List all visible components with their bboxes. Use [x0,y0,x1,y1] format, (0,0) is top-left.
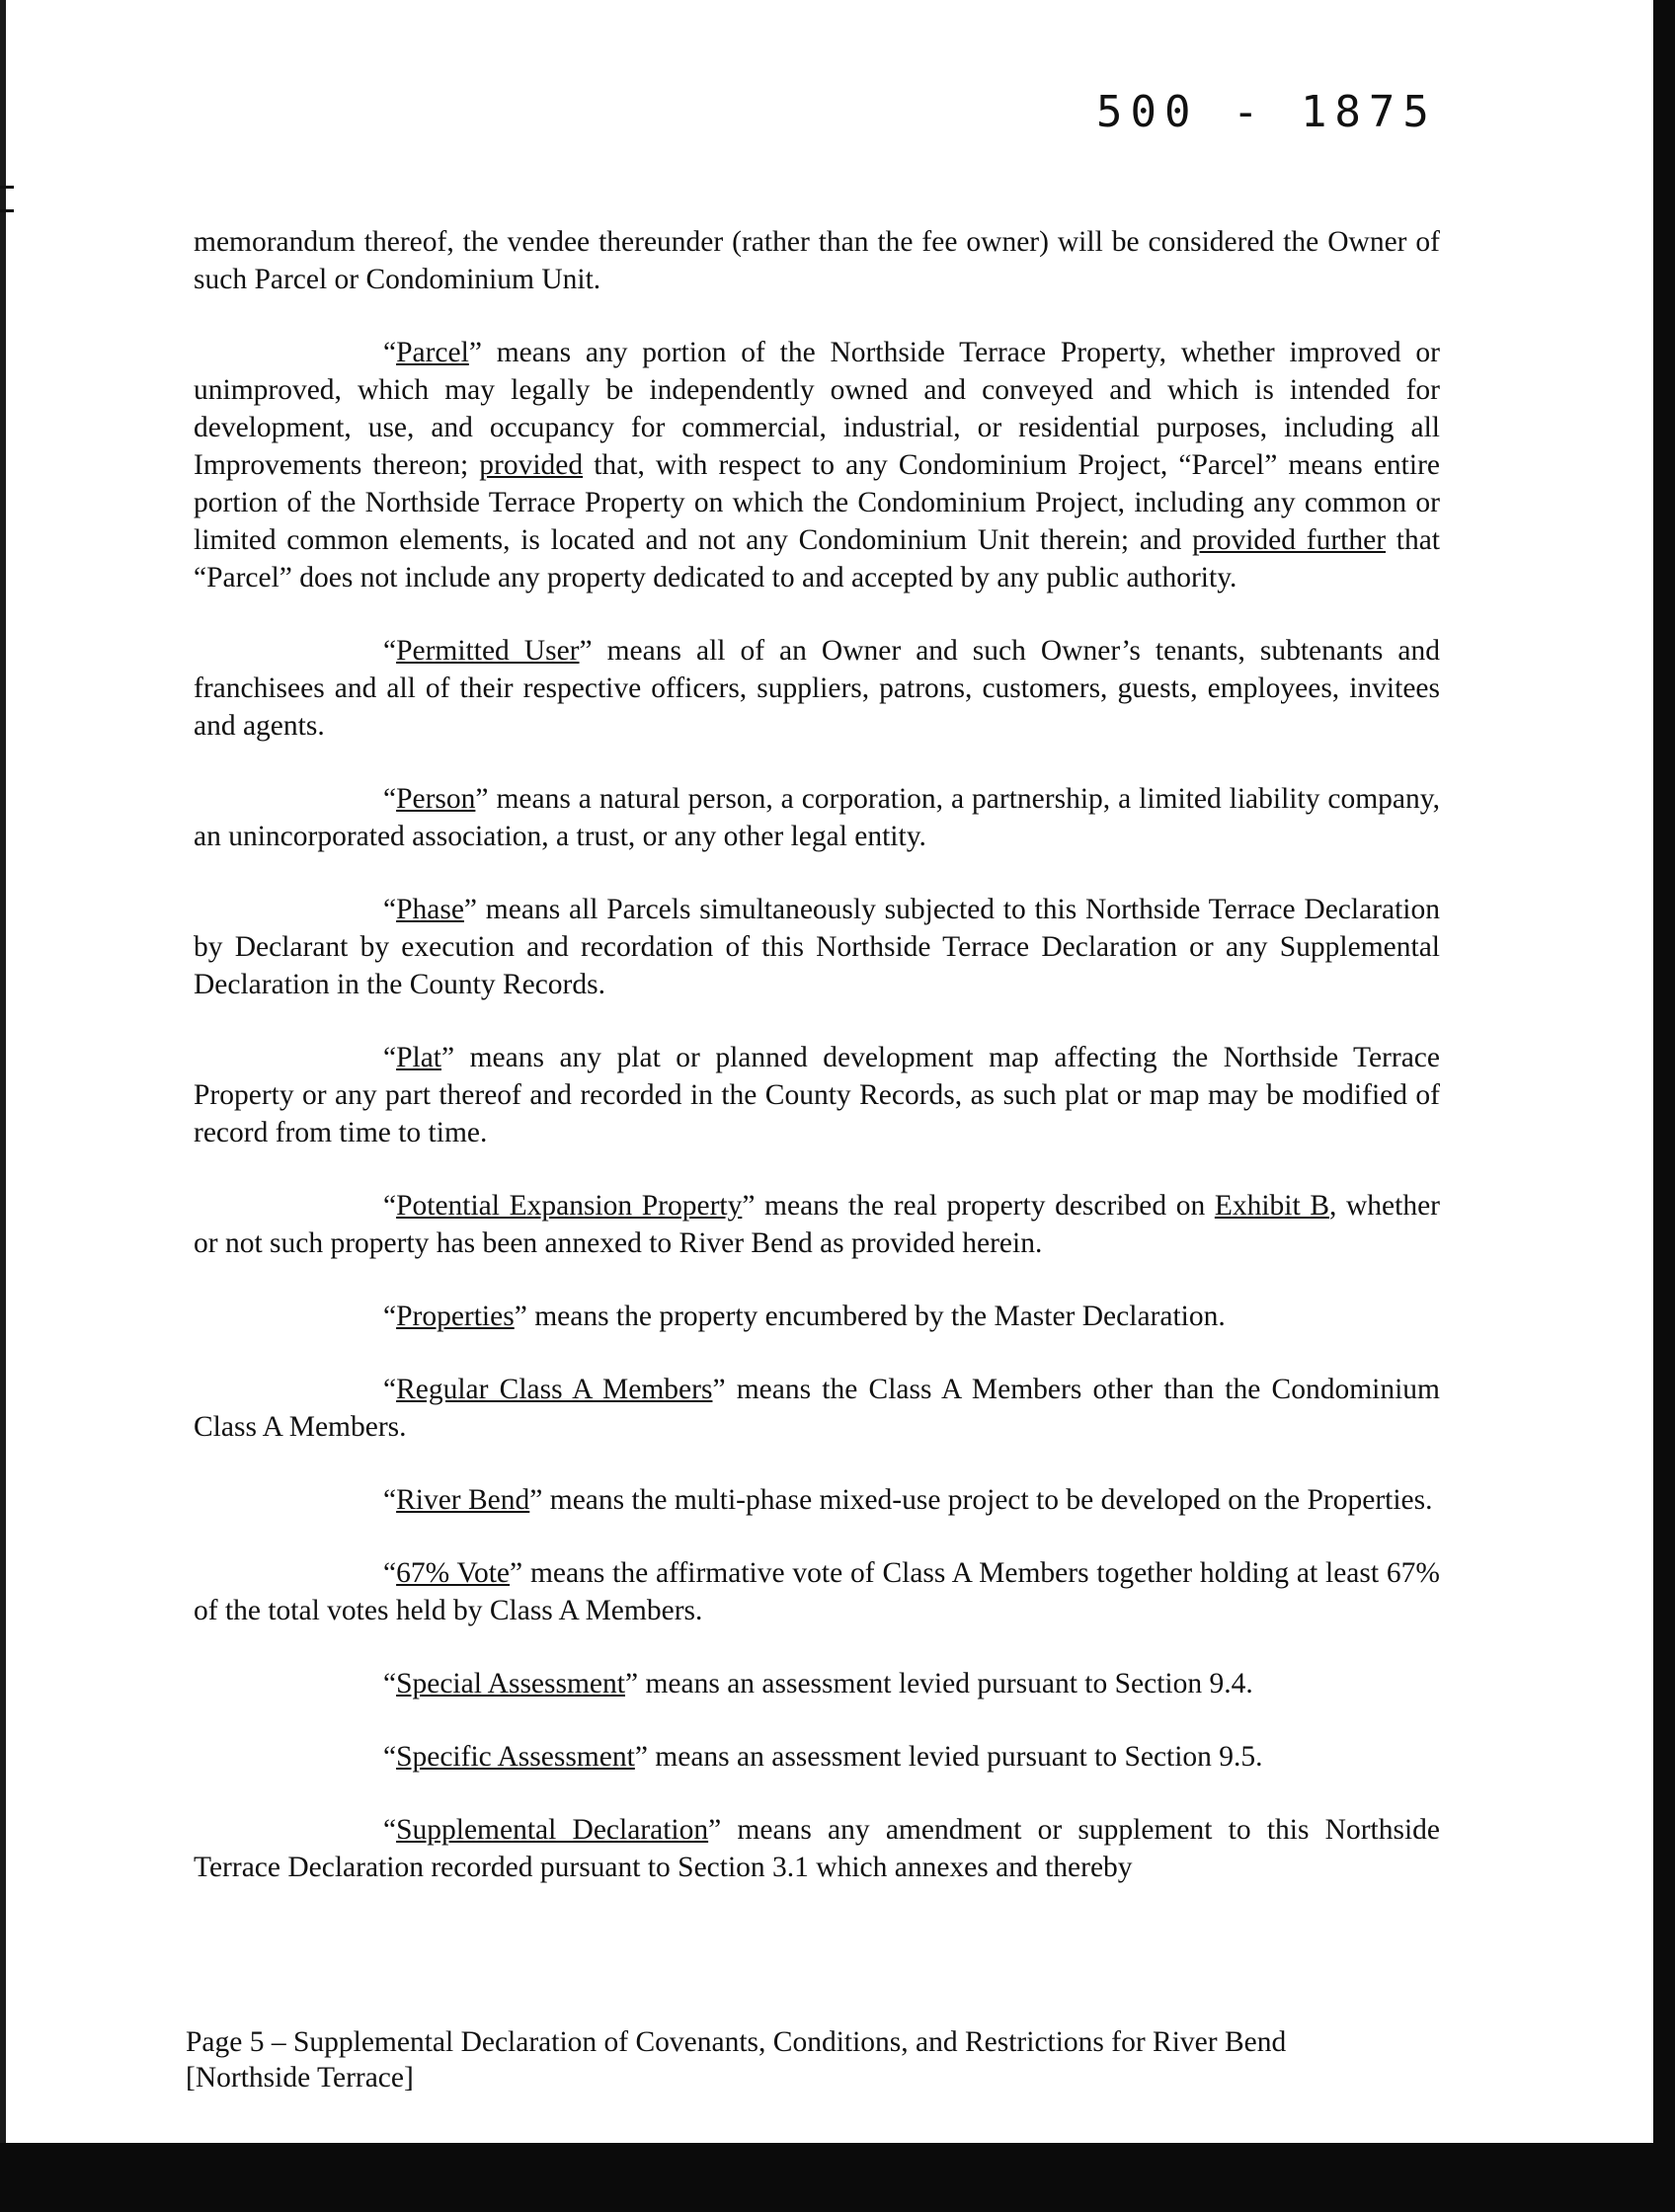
definition-text: means any plat or planned development map affecting the Northside Terrace Property or any part thereof and recorded in the County Records, as such plat or map may be modified of record from time to time. [194,1042,1440,1148]
quote-close: ” [441,1042,455,1073]
definition-text: means any amendment or supplement to this Northside Terrace Declaration recorded pursuant to Section 3.1 which annexes and thereby [194,1814,1440,1883]
definition-text: that, with respect to any Condominium Project, “Parcel” means entire portion of the Northside Terrace Property on which the Condominium Project, including any common or limited common elements, is located and not any Condominium Unit therein; and [194,449,1440,556]
quote-open: “ [383,1374,397,1405]
quote-close: ” [475,783,489,815]
defined-term: Properties [396,1301,515,1332]
scan-edge-left [0,0,6,2212]
document-body [194,223,1440,1922]
quote-close: ” [579,635,593,667]
defined-term: Special Assessment [396,1668,625,1699]
definition-permitted-user [194,632,1440,745]
exhibit-reference: Exhibit B [1214,1190,1329,1222]
quote-open: “ [383,1301,397,1332]
quote-open: “ [383,1190,397,1222]
quote-open: “ [383,1557,397,1589]
quote-open: “ [383,1741,397,1773]
quote-close: ” [712,1374,726,1405]
quote-close: ” [624,1668,639,1699]
definition-properties [194,1298,1440,1335]
quote-close: ” [463,894,478,925]
quote-close: ” [510,1557,523,1589]
quote-open: “ [383,1668,397,1699]
definition-text: means an assessment levied pursuant to Section 9.4. [638,1668,1253,1699]
quote-open: “ [383,337,397,368]
scan-mark [0,209,14,212]
definition-text: that “Parcel” does not include any property dedicated to and accepted by any public authority. [194,524,1440,593]
quote-close: ” [708,1814,722,1846]
footer-subtitle: [Northside Terrace] [186,2062,414,2094]
scan-edge-right [1653,0,1675,2212]
definition-river-bend [194,1481,1440,1519]
definition-text: means the affirmative vote of Class A Members together holding at least 67% of the total votes held by Class A Members. [194,1557,1440,1626]
defined-term: Plat [396,1042,441,1073]
defined-term: Supplemental Declaration [396,1814,709,1846]
definition-plat [194,1039,1440,1151]
page-number: 500 - 1875 [1096,87,1437,137]
quote-open: “ [383,894,397,925]
definition-supplemental-declaration [194,1811,1440,1886]
definition-67-vote [194,1554,1440,1629]
definition-specific-assessment [194,1738,1440,1776]
defined-term: Potential Expansion Property [396,1190,743,1222]
definition-regular-class-a-members [194,1371,1440,1446]
definition-person [194,780,1440,855]
intro-paragraph: memorandum thereof, the vendee thereunder (rather than the fee owner) will be considered the Owner of such Parcel or Condominium Unit. [194,226,1440,295]
quote-open: “ [383,635,397,667]
definition-text: means an assessment levied pursuant to Section 9.5. [647,1741,1263,1773]
quote-close: ” [634,1741,648,1773]
quote-close: ” [529,1484,543,1516]
definition-text: means all of an Owner and such Owner’s tenants, subtenants and franchisees and all of their respective officers, suppliers, patrons, customers, guests, employees, invitees and agents. [194,635,1441,742]
scan-edge-bottom [0,2143,1675,2212]
definition-phase [194,891,1440,1003]
proviso-term: provided [479,449,584,481]
proviso-term: provided further [1192,524,1387,556]
defined-term: Regular Class A Members [396,1374,713,1405]
definition-text: means a natural person, a corporation, a partnership, a limited liability company, an unincorporated association, a trust, or any other legal entity. [194,783,1440,852]
definition-text: means any portion of the Northside Terrace Property, whether improved or unimproved, which may legally be independently owned and conveyed and which is intended for development, use, and occupancy for commercial, industrial, or residential purposes, including all Improvements thereon; [194,337,1440,481]
quote-open: “ [383,1814,397,1846]
definition-text: means the Class A Members other than the Condominium Class A Members. [194,1374,1440,1443]
definition-text: means all Parcels simultaneously subjected to this Northside Terrace Declaration by Declarant by execution and recordation of this Northside Terrace Declaration or any Supplemental Declaration in the County Records. [194,894,1440,1000]
defined-term: Specific Assessment [396,1741,635,1773]
quote-open: “ [383,1484,397,1516]
definition-text: means the multi-phase mixed-use project to be developed on the Properties. [542,1484,1433,1516]
defined-term: Permitted User [396,635,580,667]
footer-title: Page 5 – Supplemental Declaration of Covenants, Conditions, and Restrictions for River Bend [186,2026,1287,2058]
definition-parcel [194,334,1440,596]
quote-close: ” [514,1301,527,1332]
scan-mark [0,186,14,189]
page-footer [186,2024,1430,2095]
definition-text: means the real property described on [755,1190,1215,1222]
quote-close: ” [742,1190,756,1222]
defined-term: River Bend [396,1484,530,1516]
definition-text: means the property encumbered by the Master Declaration. [526,1301,1226,1332]
quote-open: “ [383,783,397,815]
quote-close: ” [468,337,482,368]
defined-term: Phase [396,894,464,925]
definition-special-assessment [194,1665,1440,1702]
quote-open: “ [383,1042,397,1073]
definition-potential-expansion-property [194,1187,1440,1262]
defined-term: Person [396,783,476,815]
defined-term: Parcel [396,337,469,368]
definition-text: , whether or not such property has been annexed to River Bend as provided herein. [194,1190,1441,1259]
defined-term: 67% Vote [396,1557,511,1589]
